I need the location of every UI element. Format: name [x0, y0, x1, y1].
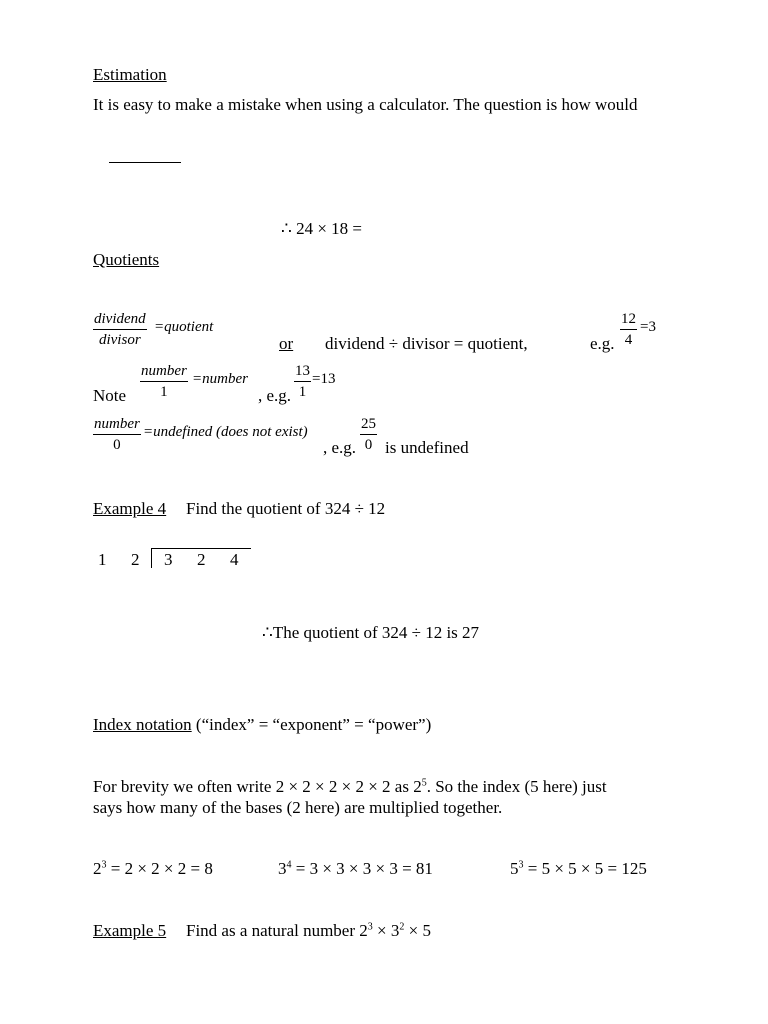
index-paragraph-line2: says how many of the bases (2 here) are multiplied together. [93, 798, 503, 817]
index-heading-line [93, 716, 431, 733]
index-example [510, 860, 647, 877]
fraction-denominator: 0 [113, 437, 121, 453]
index-exponent: 4 [286, 859, 292, 871]
fraction-denominator: 4 [624, 332, 633, 348]
fraction-denominator: 1 [160, 384, 168, 400]
long-division-dividend-digit: 3 [164, 550, 173, 569]
note-label: Note [93, 386, 127, 405]
estimation-intro: It is easy to make a mistake when using a calculator. The question is how would [93, 95, 638, 114]
note-rhs: =number [192, 371, 248, 387]
index-paragraph-line1 [93, 778, 607, 795]
example5-label: Example 5 [93, 921, 167, 940]
index-para-sup: 5 [421, 777, 427, 789]
long-division-dividend-digit: 4 [230, 550, 239, 569]
index-exponent: 3 [518, 859, 524, 871]
note-example-rhs: =13 [312, 371, 336, 387]
note-fraction [140, 364, 188, 400]
index-expansion: = 5 × 5 × 5 = 125 [523, 859, 647, 878]
quotients-heading: Quotients [93, 250, 160, 269]
answer-blank-line [109, 162, 181, 163]
index-exponent: 3 [101, 859, 107, 871]
index-base: 5 [510, 859, 519, 878]
zero-example-tail: is undefined [385, 438, 469, 457]
estimation-heading: Estimation [93, 65, 167, 84]
example5-text-part: Find as a natural number 2 [186, 921, 368, 940]
fraction-numerator: dividend [93, 312, 147, 330]
zero-division-rhs: =undefined (does not exist) [143, 424, 308, 440]
index-expansion: = 2 × 2 × 2 = 8 [106, 859, 213, 878]
index-para-text: . So the index (5 here) just [426, 777, 607, 796]
note-eg-label: , e.g. [258, 386, 292, 405]
example5-sup: 3 [367, 921, 373, 933]
zero-example-fraction [360, 417, 377, 453]
index-base: 2 [93, 859, 102, 878]
index-base: 3 [278, 859, 287, 878]
index-heading-tail: (“index” = “exponent” = “power”) [195, 715, 432, 734]
example4-conclusion: ∴The quotient of 324 ÷ 12 is 27 [262, 623, 480, 642]
fraction-numerator: number [93, 417, 141, 435]
fraction-numerator: 13 [294, 364, 311, 382]
note-example-fraction [294, 364, 311, 400]
example4-text: Find the quotient of 324 ÷ 12 [186, 499, 386, 518]
zero-eg-label: , e.g. [323, 438, 357, 457]
long-division-divisor-digit: 2 [131, 550, 140, 569]
index-heading: Index notation [93, 715, 192, 734]
eg-label: e.g. [590, 334, 615, 353]
quotient-definition-rhs: =quotient [154, 319, 214, 335]
quotient-definition-fraction [93, 312, 147, 348]
fraction-numerator: number [140, 364, 188, 382]
index-example [93, 860, 213, 877]
fraction-denominator: divisor [98, 332, 141, 348]
example5-text [186, 922, 431, 939]
example5-sup: 2 [399, 921, 405, 933]
or-word: or [279, 334, 294, 353]
fraction-denominator: 0 [364, 437, 373, 453]
fraction-denominator: 1 [298, 384, 307, 400]
fraction-numerator: 12 [620, 312, 637, 330]
zero-division-fraction [93, 417, 141, 453]
example5-text-part: × 3 [372, 921, 400, 940]
example-fraction-rhs: =3 [640, 319, 656, 335]
index-expansion: = 3 × 3 × 3 × 3 = 81 [291, 859, 433, 878]
long-division-dividend-digit: 2 [197, 550, 206, 569]
estimation-therefore-line: ∴ 24 × 18 = [281, 219, 362, 238]
example-fraction-12-4 [620, 312, 637, 348]
index-example [278, 860, 433, 877]
index-para-text: For brevity we often write 2 × 2 × 2 × 2 × 2 as 2 [93, 777, 422, 796]
quotient-word-form: dividend ÷ divisor = quotient, [325, 334, 528, 353]
example4-label: Example 4 [93, 499, 167, 518]
example5-text-part: × 5 [404, 921, 431, 940]
long-division-divisor-digit: 1 [98, 550, 107, 569]
fraction-numerator: 25 [360, 417, 377, 435]
